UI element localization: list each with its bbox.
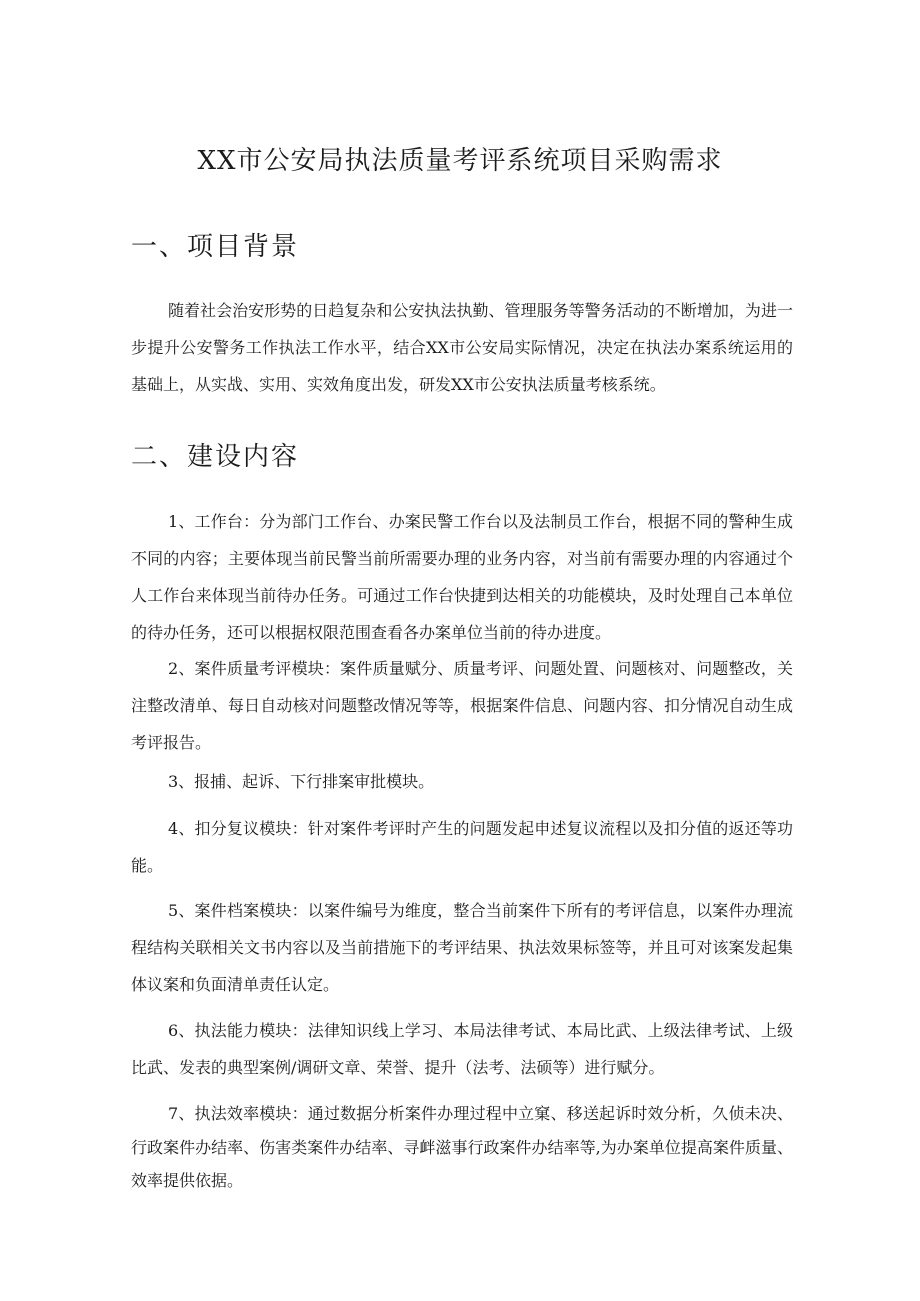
paragraph-item-3: 3、报捕、起诉、下行排案审批模块。	[168, 772, 435, 791]
paragraph-item-7: 7、执法效率模块：通过数据分析案件办理过程中立窠、移送起诉时效分析，久侦未决、行政案件办结率、伤害类案件办结率、寻衅滋事行政案件办结率等,为办案单位提高案件质量、效率提供依据。	[131, 1104, 793, 1190]
document-title: XX市公安局执法质量考评系统项目采购需求	[197, 146, 723, 176]
paragraph-background: 随着社会治安形势的日趋复杂和公安执法执勤、管理服务等警务活动的不断增加，为进一步提升公安警务工作执法工作水平，结合XX市公安局实际情况，决定在执法办案系统运用的基础上，从实战、实用、实效角度出发，研发XX市公安执法质量考核系统。	[131, 301, 793, 394]
paragraph-item-6: 6、执法能力模块：法律知识线上学习、本局法律考试、本局比武、上级法律考试、上级比武、发表的典型案例/调研文章、荣誉、提升（法考、法硕等）进行赋分。	[131, 1021, 793, 1077]
paragraph-item-1: 1、工作台：分为部门工作台、办案民警工作台以及法制员工作台，根据不同的警种生成不同的内容；主要体现当前民警当前所需要办理的业务内容，对当前有需要办理的内容通过个人工作台来体现当前待办任务。可通过工作台快捷到达相关的功能模块，及时处理自己本单位的待办任务，还可以根据权限范围查看各办案单位当前的待办进度。	[131, 512, 793, 642]
paragraph-item-4: 4、扣分复议模块：针对案件考评时产生的问题发起申述复议流程以及扣分值的返还等功能。	[131, 819, 793, 875]
paragraph-item-5: 5、案件档案模块：以案件编号为维度，整合当前案件下所有的考评信息，以案件办理流程结构关联相关文书内容以及当前措施下的考评结果、执法效果标签等，并且可对该案发起集体议案和负面清单责任认定。	[131, 901, 793, 994]
section-heading-construction: 二、建设内容	[131, 442, 300, 472]
section-heading-background: 一、项目背景	[131, 232, 300, 262]
paragraph-item-2: 2、案件质量考评模块：案件质量赋分、质量考评、问题处置、问题核对、问题整改，关注整改清单、每日自动核对问题整改情况等等，根据案件信息、问题内容、扣分情况自动生成考评报告。	[131, 659, 793, 752]
